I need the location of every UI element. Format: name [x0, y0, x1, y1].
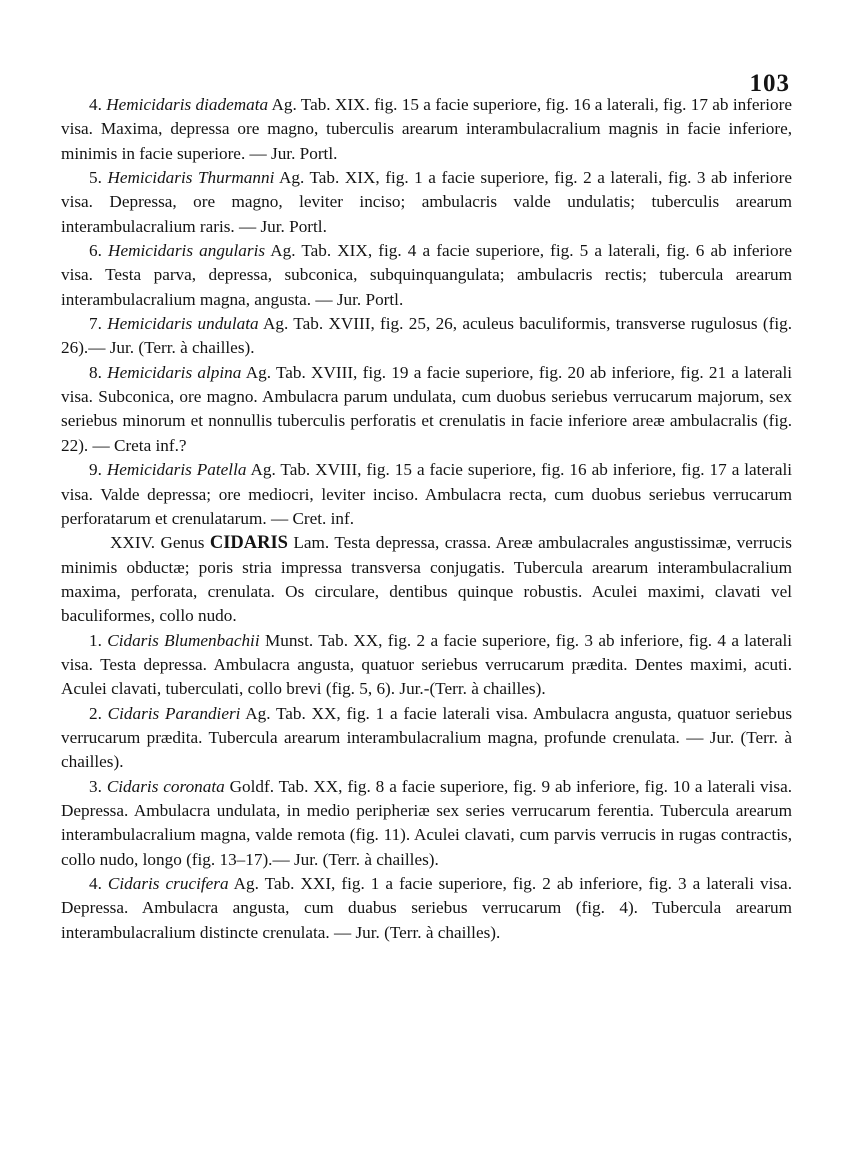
entry-cidaris-parandieri: [61, 702, 792, 775]
entry-text: Ag. Tab. XXI, fig. 1 a facie superiore, fig. 2 ab inferiore, fig. 3 a laterali visa. Depressa. Ambulacra angusta, cum duabus seriebus verrucarum (fig. 4). Tubercula arearum interambulacralium distincte crenulata. — Jur. (Terr. à chailles).: [61, 874, 792, 942]
entry-number: 8.: [89, 362, 102, 382]
entry-number: 3.: [89, 776, 102, 796]
entry-text: Ag. Tab. XX, fig. 1 a facie laterali visa. Ambulacra angusta, quatuor seriebus verrucarum prædita. Tubercula arearum interambulacralium magna, profunde crenulata. — Jur. (Terr. à chailles).: [61, 703, 793, 772]
entry-text: Ag. Tab. XIX, fig. 4 a facie superiore, fig. 5 a laterali, fig. 6 ab inferiore visa. Testa parva, depressa, subconica, subquinquangulata; ambulacris rectis; tubercula arearum interambulacralium magna, angusta. — Jur. Portl.: [61, 241, 792, 309]
entry-hemicidaris-undulata: [61, 312, 792, 361]
entry-hemicidaris-angularis: [61, 239, 792, 312]
genus-cidaris: [61, 531, 792, 628]
entry-text: Ag. Tab. XVIII, fig. 25, 26, aculeus baculiformis, transverse rugulosus (fig. 26).— Jur. (Terr. à chailles).: [61, 314, 792, 358]
entry-text: Goldf. Tab. XX, fig. 8 a facie superiore, fig. 9 ab inferiore, fig. 10 a laterali visa. Depressa. Ambulacra undulata, in medio peripheriæ sex series verrucarum ferentia. Tubercula arearum interambulacralium magna, valde remota (fig. 11). Aculei clavati, cum parvis verrucis in rugas contractis, collo nudo, longo (fig. 13–17).— Jur. (Terr. à chailles).: [61, 776, 793, 869]
entry-cidaris-crucifera: [61, 872, 792, 945]
genus-text: Lam. Testa depressa, crassa. Areæ ambulacrales angustissimæ, verrucis minimis obductæ; poris stria impressa transversa conjugatis. Tubercula arearum interambulacralium maxima, perforata, crenulata. Os circulare, dentibus quinque robustis. Aculei maximi, clavati vel baculiformes, collo nudo.: [61, 533, 792, 626]
entry-text: Ag. Tab. XVIII, fig. 15 a facie superiore, fig. 16 ab inferiore, fig. 17 a laterali visa. Valde depressa; ore mediocri, leviter inciso. Ambulacra recta, cum duobus seriebus verrucarum perforatarum et crenulatarum. — Cret. inf.: [61, 460, 792, 528]
entry-number: 4.: [89, 874, 102, 893]
entry-hemicidaris-patella: [61, 458, 792, 531]
entry-text: Ag. Tab. XIX. fig. 15 a facie superiore, fig. 16 a laterali, fig. 17 ab inferiore visa. Maxima, depressa ore magno, tuberculis arearum interambulacralium magnis in facie inferiore, minimis in facie superiore. — Jur. Portl.: [61, 95, 792, 163]
species-name: Cidaris Blumenbachii: [107, 630, 260, 650]
genus-name: CIDARIS: [209, 533, 288, 554]
entry-text: Ag. Tab. XVIII, fig. 19 a facie superiore, fig. 20 ab inferiore, fig. 21 a laterali visa. Subconica, ore magno. Ambulacra parum undulata, cum duobus seriebus verrucarum majorum, sex seriebus minorum et nonnullis tuberculis perforatis et crenulatis in facie inferiore areæ ambulacralis (fig. 22). — Creta inf.?: [61, 362, 792, 455]
species-name: Cidaris Parandieri: [107, 703, 241, 723]
species-name: Hemicidaris alpina: [107, 362, 242, 382]
entry-cidaris-blumenbachii: [61, 629, 792, 702]
species-name: Cidaris coronata: [106, 776, 225, 796]
entry-number: 5.: [89, 168, 102, 188]
entry-text: Ag. Tab. XIX, fig. 1 a facie superiore, fig. 2 a laterali, fig. 3 ab inferiore visa. Depressa, ore magno, leviter inciso; ambulacris valde undulatis; tuberculis arearum interambulacralium raris. — Jur. Portl.: [61, 168, 792, 236]
page-number: 103: [749, 70, 790, 97]
species-name: Hemicidaris Thurmanni: [107, 168, 275, 188]
genus-prefix: XXIV. Genus: [110, 533, 210, 553]
species-name: Hemicidaris diademata: [106, 95, 269, 114]
entry-number: 2.: [89, 703, 102, 723]
species-name: Hemicidaris undulata: [107, 314, 259, 334]
entry-hemicidaris-thurmanni: [61, 166, 792, 239]
species-name: Hemicidaris angularis: [108, 241, 266, 261]
entry-hemicidaris-diademata: [61, 93, 792, 166]
entry-number: 7.: [89, 314, 102, 334]
species-name: Cidaris crucifera: [107, 874, 229, 893]
entry-text: Munst. Tab. XX, fig. 2 a facie superiore, fig. 3 ab inferiore, fig. 4 a laterali visa. Testa depressa. Ambulacra angusta, quatuor seriebus verrucarum prædita. Dentes maximi, acuti. Aculei clavati, tuberculati, collo brevi (fig. 5, 6). Jur.-(Terr. à chailles).: [61, 630, 793, 699]
entry-number: 4.: [89, 95, 102, 114]
entry-cidaris-coronata: [61, 775, 792, 872]
entry-hemicidaris-alpina: [61, 361, 792, 458]
entry-number: 9.: [89, 460, 102, 480]
species-name: Hemicidaris Patella: [106, 460, 247, 480]
entry-number: 6.: [89, 241, 102, 261]
entry-number: 1.: [89, 630, 102, 650]
body-text: [61, 93, 792, 945]
